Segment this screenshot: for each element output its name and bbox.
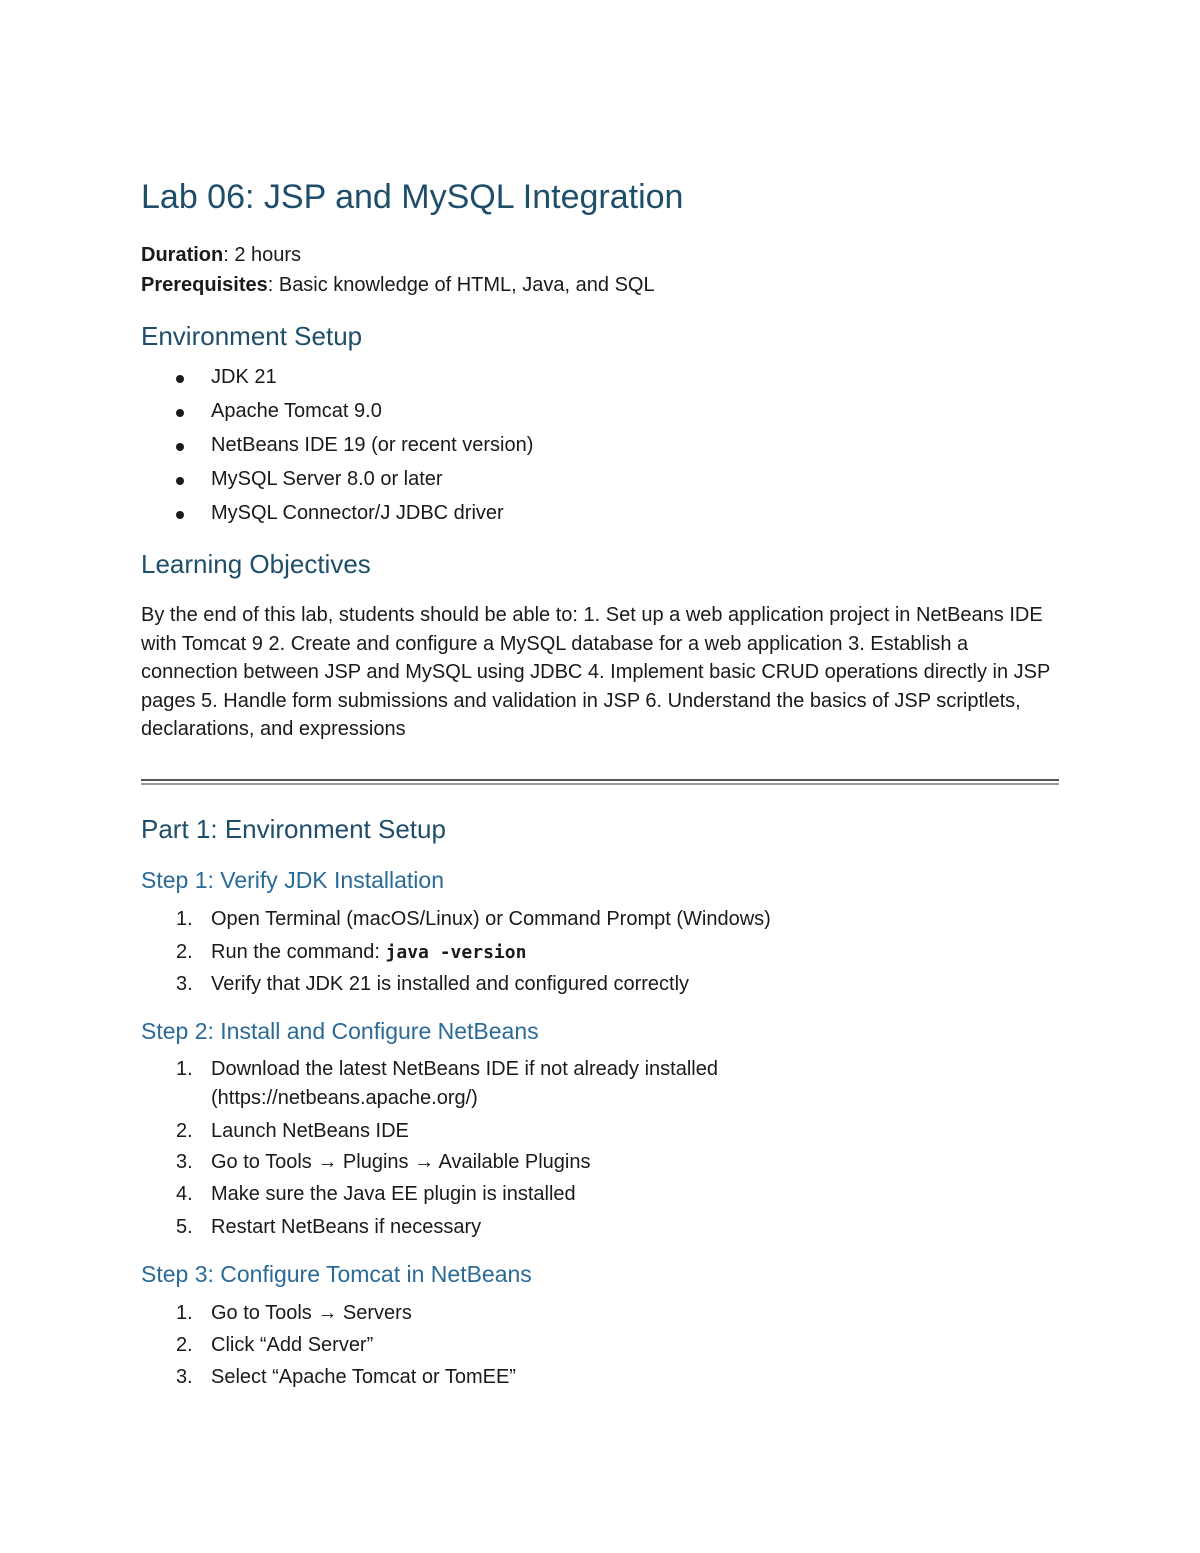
bullet-icon — [176, 409, 184, 417]
command-code: java -version — [385, 942, 527, 963]
list-number: 1. — [176, 908, 193, 930]
step1-item — [211, 941, 526, 964]
duration-line — [141, 244, 301, 267]
list-number: 4. — [176, 1183, 193, 1205]
step1-item-text: Run the command: — [211, 941, 386, 963]
step1-item: Verify that JDK 21 is installed and configured correctly — [211, 973, 690, 995]
page-title: Lab 06: JSP and MySQL Integration — [141, 178, 684, 216]
list-number: 2. — [176, 941, 193, 963]
step2-item: Launch NetBeans IDE — [211, 1120, 409, 1142]
list-number: 5. — [176, 1216, 193, 1238]
objectives-paragraph: By the end of this lab, students should be able to: 1. Set up a web application project in NetBeans IDE with Tomcat 9 2. Create and configure a MySQL database for a web application 3. Establish a connection between JSP and MySQL using JDBC 4. Implement basic CRUD operations directly in JSP pages 5. Handle form submissions and validation in JSP 6. Understand the basics of JSP scriptlets, declarations, and expressions — [141, 604, 1050, 741]
duration-label: Duration — [141, 244, 224, 266]
list-number: 2. — [176, 1334, 193, 1356]
horizontal-divider — [141, 779, 1059, 785]
step2-item-continuation: (https://netbeans.apache.org/) — [211, 1087, 478, 1109]
part1-heading: Part 1: Environment Setup — [141, 814, 446, 844]
list-number: 2. — [176, 1120, 193, 1142]
environment-item: MySQL Connector/J JDBC driver — [211, 502, 504, 524]
environment-item: NetBeans IDE 19 (or recent version) — [211, 434, 534, 456]
duration-value: : 2 hours — [223, 244, 302, 266]
step2-heading: Step 2: Install and Configure NetBeans — [141, 1018, 539, 1044]
list-number: 3. — [176, 1366, 193, 1388]
prerequisites-value: : Basic knowledge of HTML, Java, and SQL — [267, 274, 655, 296]
prerequisites-line — [141, 274, 655, 297]
list-number: 1. — [176, 1058, 193, 1080]
step3-heading: Step 3: Configure Tomcat in NetBeans — [141, 1261, 532, 1287]
list-number: 3. — [176, 1151, 193, 1173]
step2-item: Download the latest NetBeans IDE if not already installed — [211, 1058, 718, 1080]
bullet-icon — [176, 375, 184, 383]
step3-item: Select “Apache Tomcat or TomEE” — [211, 1366, 516, 1388]
step2-item: Make sure the Java EE plugin is installed — [211, 1183, 576, 1205]
bullet-icon — [176, 477, 184, 485]
objectives-heading: Learning Objectives — [141, 549, 371, 579]
step1-heading: Step 1: Verify JDK Installation — [141, 867, 444, 893]
prerequisites-label: Prerequisites — [141, 274, 268, 296]
environment-item: MySQL Server 8.0 or later — [211, 468, 443, 490]
list-number: 3. — [176, 973, 193, 995]
step1-item: Open Terminal (macOS/Linux) or Command Prompt (Windows) — [211, 908, 771, 930]
step3-item: Click “Add Server” — [211, 1334, 374, 1356]
step2-item: Restart NetBeans if necessary — [211, 1216, 482, 1238]
environment-item: JDK 21 — [211, 366, 277, 388]
environment-heading: Environment Setup — [141, 321, 363, 351]
list-number: 1. — [176, 1302, 193, 1324]
bullet-icon — [176, 511, 184, 519]
step3-item: Go to Tools → Servers — [211, 1302, 412, 1324]
environment-item: Apache Tomcat 9.0 — [211, 400, 382, 422]
step2-item: Go to Tools → Plugins → Available Plugins — [211, 1151, 591, 1173]
bullet-icon — [176, 443, 184, 451]
